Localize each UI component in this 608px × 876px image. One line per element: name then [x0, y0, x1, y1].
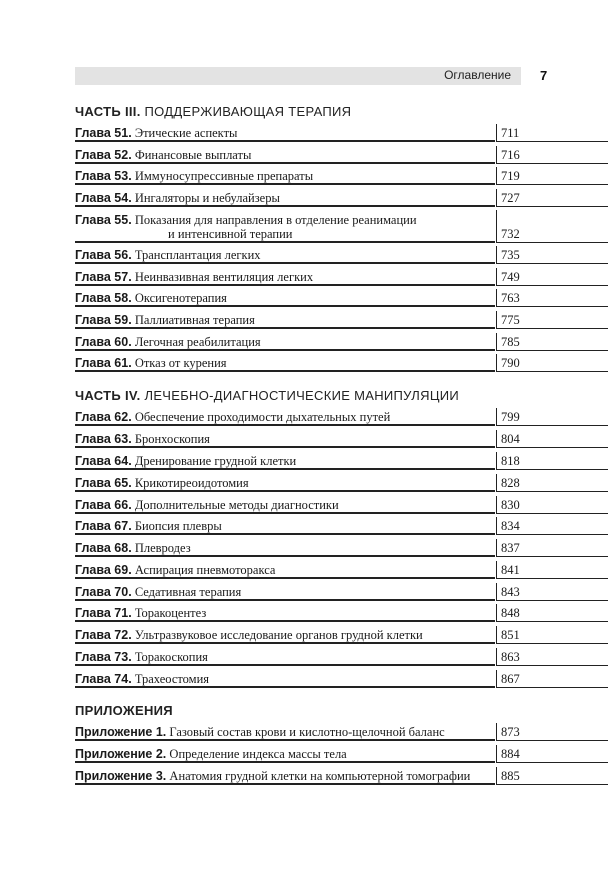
page-ref: 818 — [501, 454, 520, 468]
chapter-label: Глава 65. — [75, 476, 132, 490]
chapter-title-line-2: и интенсивной терапии — [168, 227, 293, 241]
chapter-label: Глава 56. — [75, 248, 132, 262]
page-ref: 830 — [501, 498, 520, 512]
chapter-label: Глава 68. — [75, 541, 132, 555]
chapter-title: Обеспечение проходимости дыхательных путей — [134, 410, 391, 424]
chapter-label: Глава 57. — [75, 270, 132, 284]
page-ref: 719 — [501, 169, 520, 183]
running-header — [75, 67, 521, 85]
toc-row[interactable] — [75, 561, 608, 579]
page-ref: 735 — [501, 248, 520, 262]
section-heading-part-4 — [75, 388, 459, 403]
page-ref: 763 — [501, 291, 520, 305]
section-label: ПРИЛОЖЕНИЯ — [75, 703, 173, 718]
chapter-label: Глава 61. — [75, 356, 132, 370]
chapter-title: Этические аспекты — [134, 126, 238, 140]
toc-row[interactable] — [75, 354, 608, 372]
toc-row[interactable] — [75, 268, 608, 286]
chapter-title: Дополнительные методы диагностики — [134, 498, 339, 512]
page-ref: 848 — [501, 606, 520, 620]
page-ref: 804 — [501, 432, 520, 446]
page-ref: 873 — [501, 725, 520, 739]
toc-row[interactable] — [75, 723, 608, 741]
page-ref: 863 — [501, 650, 520, 664]
page-ref: 749 — [501, 270, 520, 284]
chapter-label: Глава 71. — [75, 606, 132, 620]
page-ref: 711 — [501, 126, 520, 140]
chapter-label: Глава 54. — [75, 191, 132, 205]
appendix-label: Приложение 1. — [75, 725, 167, 739]
chapter-label: Глава 70. — [75, 585, 132, 599]
chapter-title: Паллиативная терапия — [134, 313, 255, 327]
chapter-label: Глава 72. — [75, 628, 132, 642]
page-ref: 837 — [501, 541, 520, 555]
toc-row[interactable] — [75, 210, 608, 243]
section-label: ЧАСТЬ III. — [75, 104, 141, 119]
chapter-label: Глава 66. — [75, 498, 132, 512]
page-ref: 884 — [501, 747, 520, 761]
page-ref: 843 — [501, 585, 520, 599]
chapter-title: Иммуносупрессивные препараты — [134, 169, 314, 183]
chapter-title: Торакоскопия — [134, 650, 208, 664]
toc-row[interactable] — [75, 539, 608, 557]
chapter-title: Биопсия плевры — [134, 519, 222, 533]
page-ref: 790 — [501, 356, 520, 370]
chapter-title: Ультразвуковое исследование органов грудной клетки — [134, 628, 423, 642]
page-ref: 841 — [501, 563, 520, 577]
page-ref: 716 — [501, 148, 520, 162]
chapter-title: Трахеостомия — [134, 672, 210, 686]
toc-row[interactable] — [75, 474, 608, 492]
section-heading-part-3 — [75, 104, 351, 119]
page-ref: 867 — [501, 672, 520, 686]
chapter-title: Легочная реабилитация — [134, 335, 261, 349]
toc-row[interactable] — [75, 583, 608, 601]
chapter-title: Оксигенотерапия — [134, 291, 227, 305]
appendix-title: Анатомия грудной клетки на компьютерной томографии — [169, 769, 471, 783]
page-ref: 785 — [501, 335, 520, 349]
toc-row[interactable] — [75, 767, 608, 785]
page-ref: 727 — [501, 191, 520, 205]
toc-row[interactable] — [75, 146, 608, 164]
chapter-title: Крикотиреоидотомия — [134, 476, 249, 490]
chapter-title: Неинвазивная вентиляция легких — [134, 270, 314, 284]
chapter-title: Ингаляторы и небулайзеры — [134, 191, 280, 205]
chapter-label: Глава 51. — [75, 126, 132, 140]
chapter-label: Глава 63. — [75, 432, 132, 446]
toc-row[interactable] — [75, 189, 608, 207]
chapter-label: Глава 58. — [75, 291, 132, 305]
chapter-label: Глава 67. — [75, 519, 132, 533]
chapter-title: Трансплантация легких — [134, 248, 261, 262]
appendix-label: Приложение 3. — [75, 769, 167, 783]
chapter-label: Глава 52. — [75, 148, 132, 162]
appendix-title: Определение индекса массы тела — [169, 747, 347, 761]
appendix-label: Приложение 2. — [75, 747, 167, 761]
chapter-label: Глава 73. — [75, 650, 132, 664]
toc-row[interactable] — [75, 648, 608, 666]
page-ref: 799 — [501, 410, 520, 424]
toc-row[interactable] — [75, 430, 608, 448]
page-number: 7 — [540, 68, 548, 83]
toc-row[interactable] — [75, 745, 608, 763]
section-title: ЛЕЧЕБНО-ДИАГНОСТИЧЕСКИЕ МАНИПУЛЯЦИИ — [144, 388, 460, 403]
toc-row[interactable] — [75, 333, 608, 351]
chapter-label: Глава 74. — [75, 672, 132, 686]
page-ref: 732 — [501, 227, 520, 241]
chapter-title: Плевродез — [134, 541, 191, 555]
page-ref: 851 — [501, 628, 520, 642]
chapter-title: Седативная терапия — [134, 585, 242, 599]
page-ref: 885 — [501, 769, 520, 783]
chapter-label: Глава 62. — [75, 410, 132, 424]
toc-row[interactable] — [75, 517, 608, 535]
header-title: Оглавление — [444, 68, 511, 82]
toc-row[interactable] — [75, 604, 608, 622]
toc-row[interactable] — [75, 311, 608, 329]
chapter-label: Глава 53. — [75, 169, 132, 183]
toc-row[interactable] — [75, 670, 608, 688]
chapter-title: Дренирование грудной клетки — [134, 454, 297, 468]
toc-row[interactable] — [75, 289, 608, 307]
chapter-title: Торакоцентез — [134, 606, 207, 620]
chapter-label: Глава 64. — [75, 454, 132, 468]
chapter-title: Отказ от курения — [134, 356, 227, 370]
toc-row[interactable] — [75, 626, 608, 644]
section-label: ЧАСТЬ IV. — [75, 388, 141, 403]
appendix-title: Газовый состав крови и кислотно-щелочной баланс — [169, 725, 445, 739]
chapter-label: Глава 69. — [75, 563, 132, 577]
toc-row[interactable] — [75, 246, 608, 264]
chapter-title: Бронхоскопия — [134, 432, 210, 446]
page-ref: 775 — [501, 313, 520, 327]
toc-row[interactable] — [75, 124, 608, 142]
toc-row[interactable] — [75, 408, 608, 426]
chapter-title: Аспирация пневмоторакса — [134, 563, 276, 577]
section-heading-appendices — [75, 703, 173, 718]
chapter-label: Глава 55. — [75, 213, 132, 227]
chapter-title: Финансовые выплаты — [134, 148, 252, 162]
section-title: ПОДДЕРЖИВАЮЩАЯ ТЕРАПИЯ — [144, 104, 352, 119]
toc-row[interactable] — [75, 167, 608, 185]
chapter-label: Глава 59. — [75, 313, 132, 327]
page-ref: 834 — [501, 519, 520, 533]
toc-row[interactable] — [75, 496, 608, 514]
chapter-title: Показания для направления в отделение реанимации — [134, 213, 417, 227]
chapter-label: Глава 60. — [75, 335, 132, 349]
page-ref: 828 — [501, 476, 520, 490]
toc-row[interactable] — [75, 452, 608, 470]
